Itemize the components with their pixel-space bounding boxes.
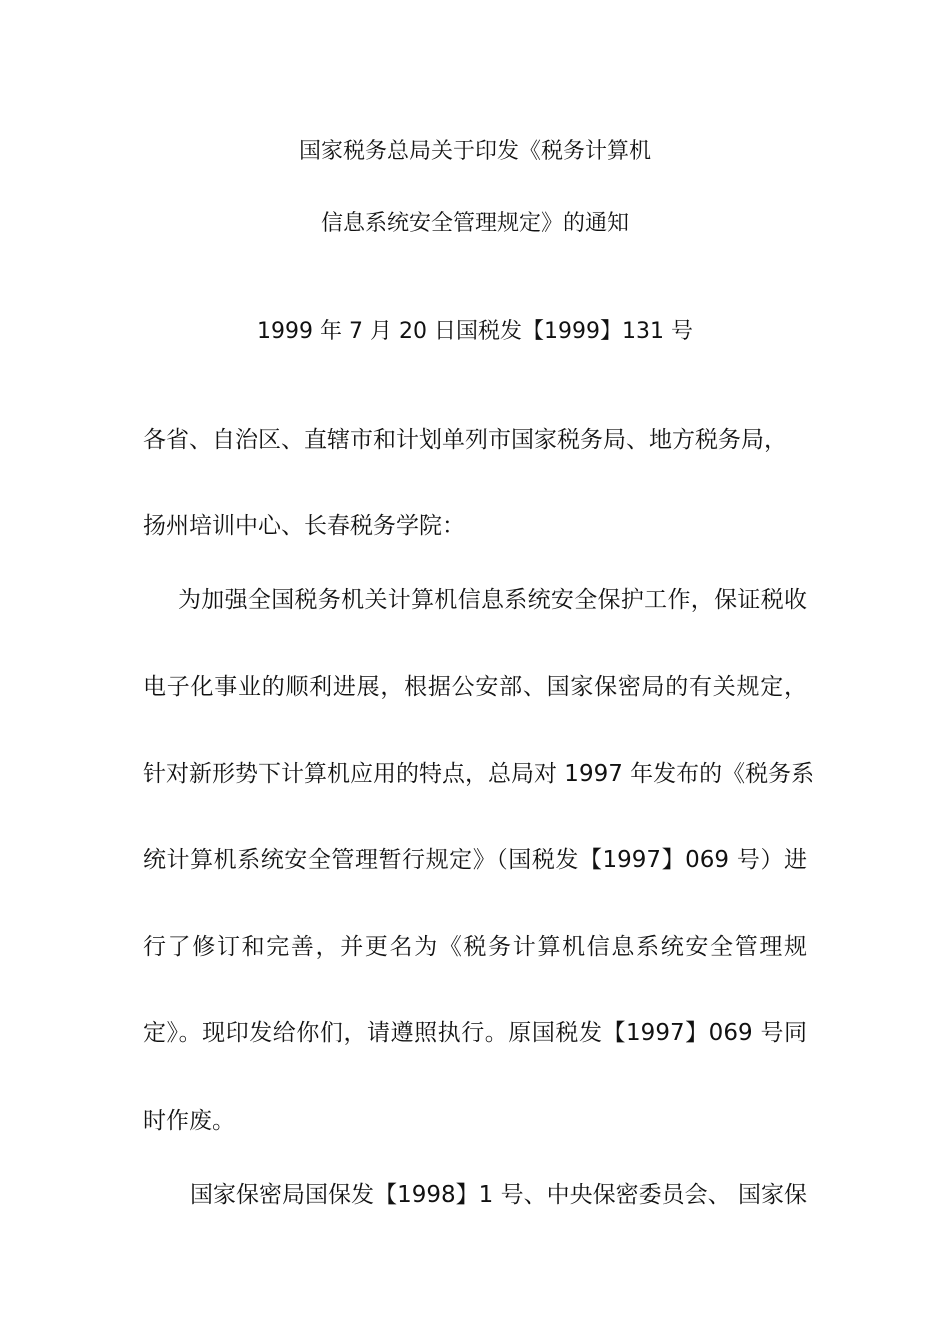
paragraph-1-line-7: 时作废。 (143, 1108, 235, 1134)
addressee-line-2: 扬州培训中心、长春税务学院： (143, 513, 465, 539)
paragraph-1-line-1: 为加强全国税务机关计算机信息系统安全保护工作，保证税收 (178, 587, 807, 613)
paragraph-2-line-1: 国家保密局国保发【1998】1 号、中央保密委员会、 国家保 (190, 1182, 807, 1208)
addressee-line-1: 各省、自治区、直辖市和计划单列市国家税务局、地方税务局， (143, 427, 787, 453)
document-title-line-2: 信息系统安全管理规定》的通知 (320, 211, 629, 236)
paragraph-1-line-5: 行了修订和完善，并更名为《税务计算机信息系统安全管理规 (143, 934, 807, 960)
paragraph-1-line-6: 定》。现印发给你们，请遵照执行。原国税发【1997】069 号同 (143, 1020, 807, 1046)
paragraph-1-line-3: 针对新形势下计算机应用的特点，总局对 1997 年发布的《税务系 (143, 761, 815, 787)
paragraph-1-line-4: 统计算机系统安全管理暂行规定》（国税发【1997】069 号）进 (143, 847, 807, 873)
paragraph-1-line-2: 电子化事业的顺利进展，根据公安部、国家保密局的有关规定， (143, 674, 807, 700)
document-title-line-1: 国家税务总局关于印发《税务计算机 (298, 139, 651, 164)
document-date-number: 1999 年 7 月 20 日国税发【1999】131 号 (257, 319, 693, 344)
